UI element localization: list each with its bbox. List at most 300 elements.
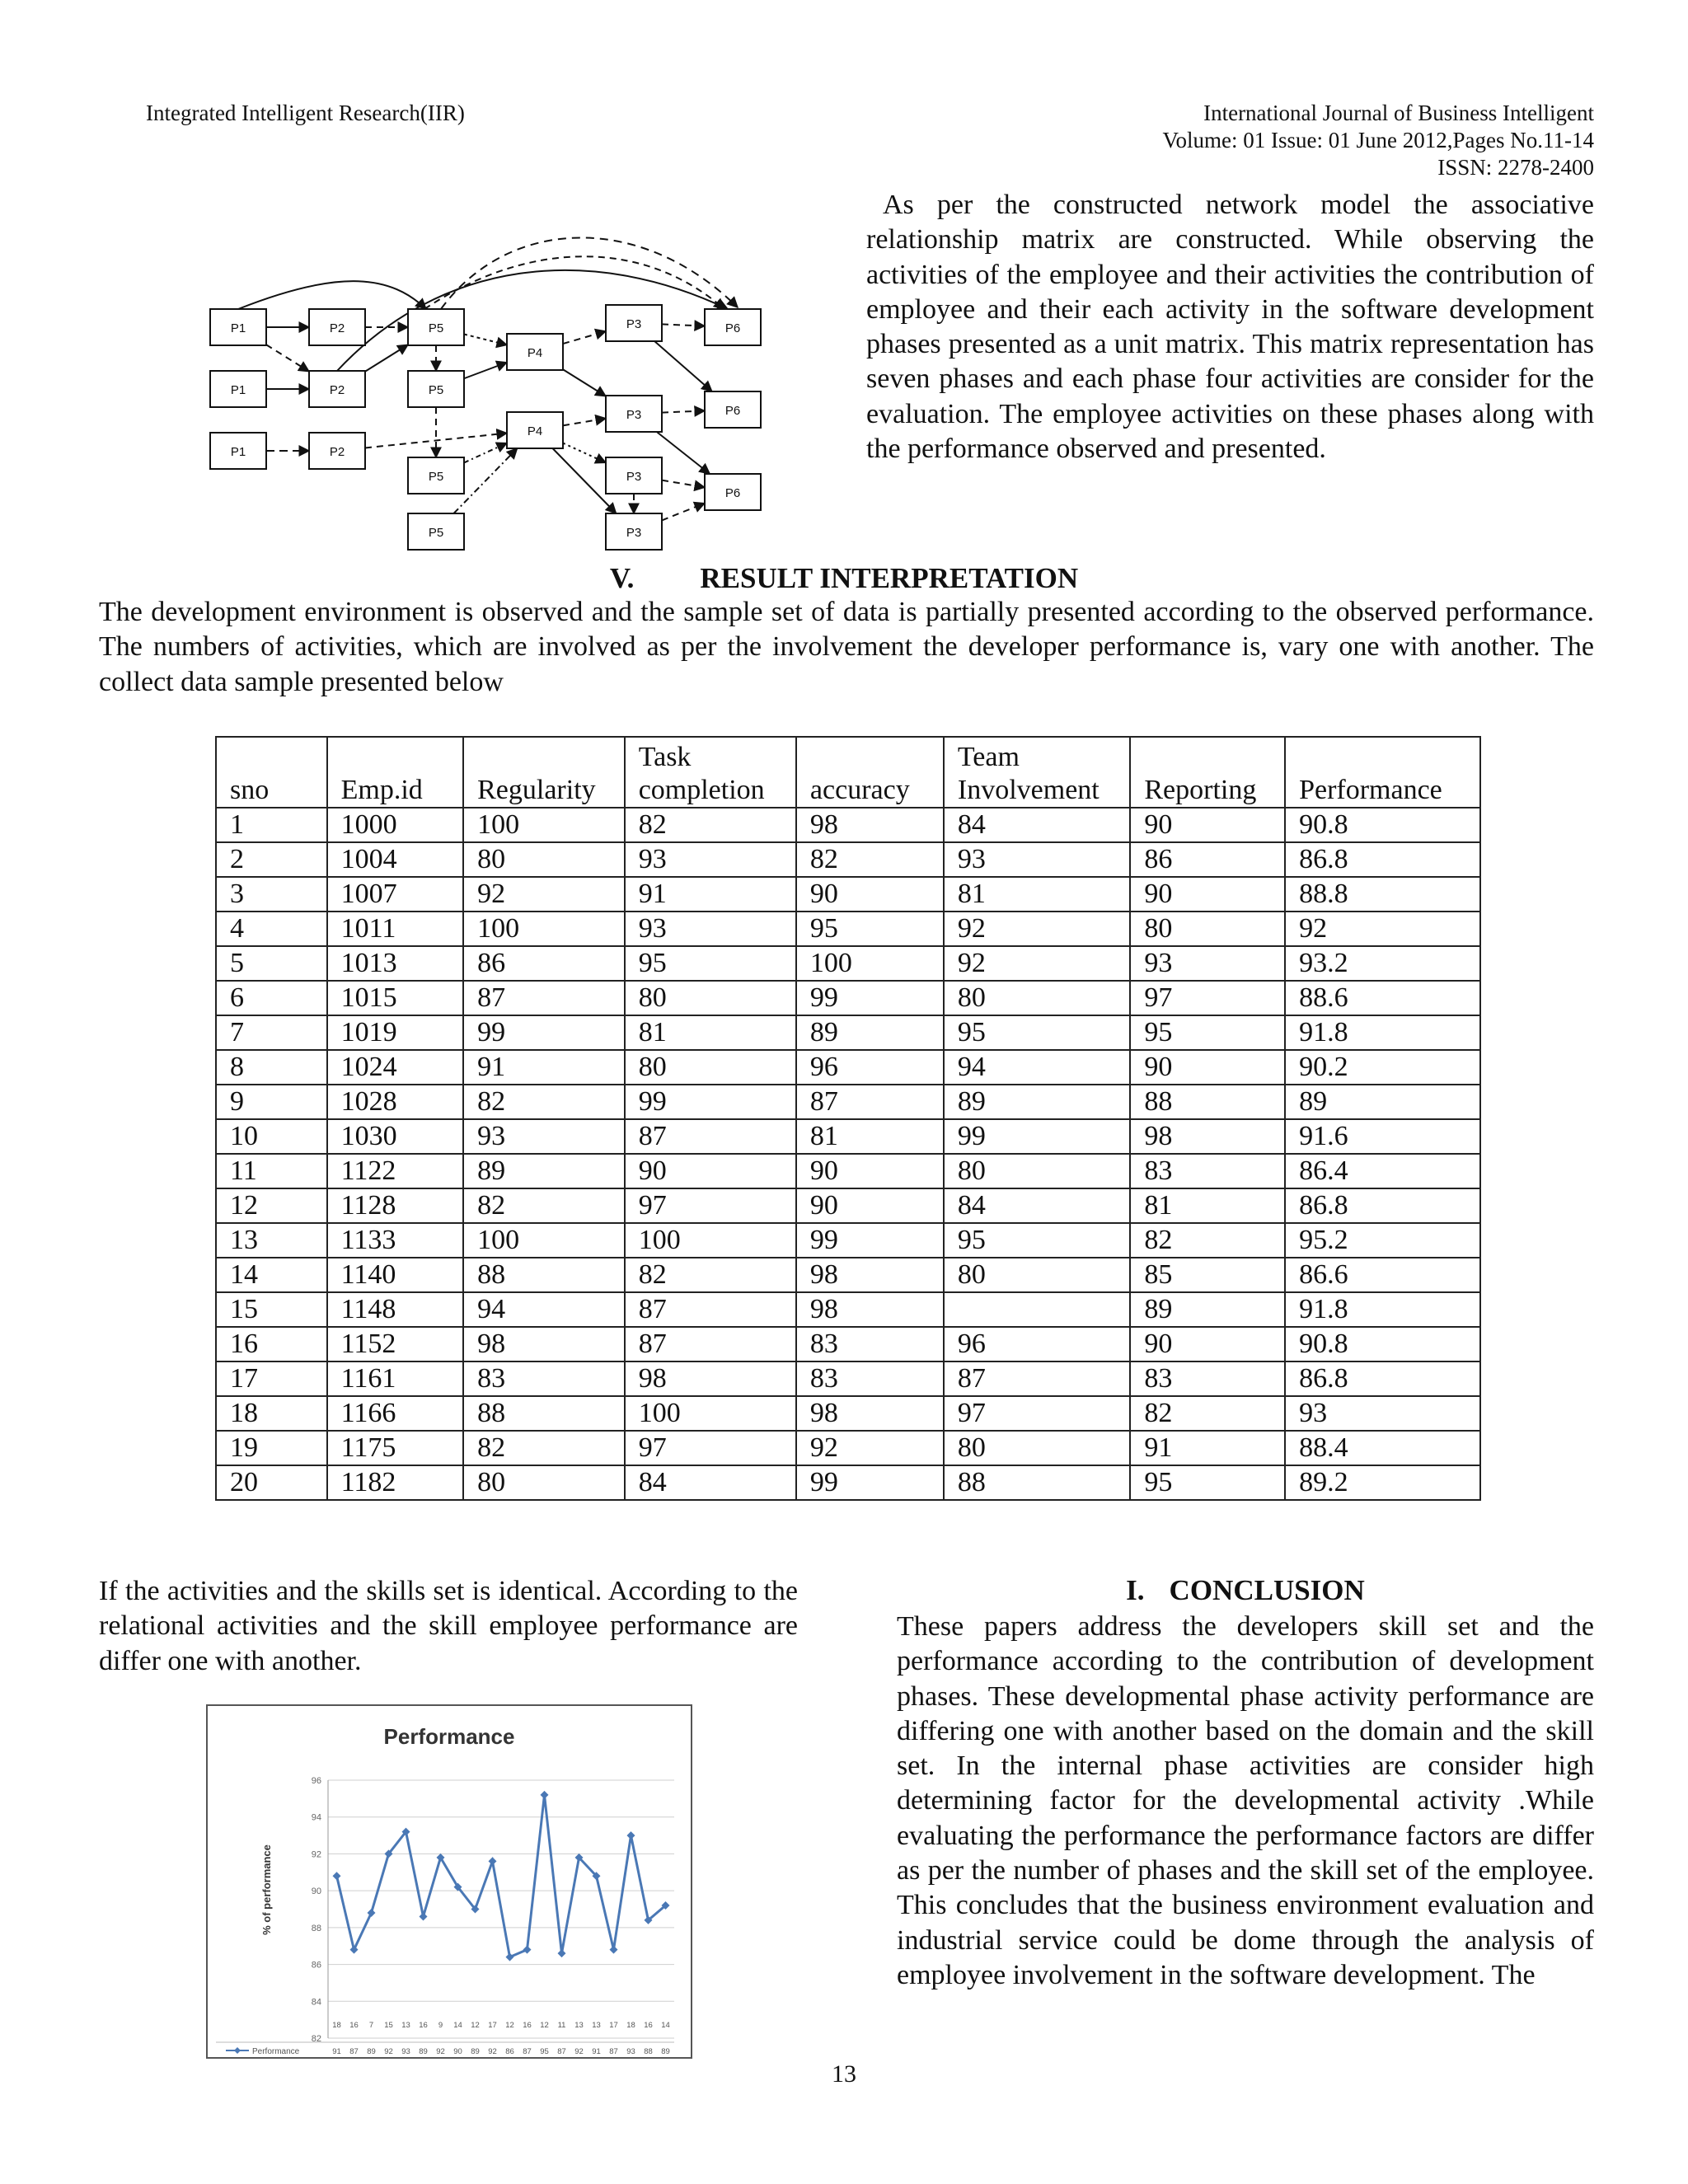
data-table-value: 92 (488, 2047, 497, 2056)
column-header-line (1299, 741, 1479, 774)
chart-xtick-label: 9 (438, 2021, 443, 2030)
network-diagram-svg (177, 210, 771, 560)
result-paragraph: The development environment is observed and the sample set of data is partially presented according to the observed performance. The numbers of activities, which are involved as per the involvement the developer performance is, vary one with another. The collect data sample presented below (99, 597, 1594, 697)
chart-xtick-label: 16 (523, 2021, 532, 2030)
column-header (796, 737, 944, 808)
table-cell: 90.8 (1285, 808, 1480, 842)
table-row (216, 877, 1480, 912)
table-cell: 96 (944, 1327, 1130, 1361)
node-label: P4 (527, 424, 543, 438)
table-cell: 98 (625, 1361, 796, 1396)
table-cell: 89 (796, 1015, 944, 1050)
table-cell: 96 (796, 1050, 944, 1085)
table-row (216, 1361, 1480, 1396)
diagram-node (705, 391, 761, 428)
diagram-node (210, 433, 266, 469)
table-cell: 1175 (327, 1431, 464, 1465)
table-cell: 1004 (327, 842, 464, 877)
column-header-line: Team (957, 742, 1020, 772)
table-cell: 88 (463, 1396, 625, 1431)
table-cell: 95 (796, 912, 944, 946)
diagram-node (309, 433, 365, 469)
table-cell: 99 (944, 1119, 1130, 1154)
section-number: I. (1126, 1574, 1145, 1606)
data-table-value: 90 (453, 2047, 462, 2056)
page-number: 13 (832, 2060, 856, 2088)
node-label: P1 (230, 445, 246, 459)
data-table-value: 87 (609, 2047, 618, 2056)
table-row (216, 1431, 1480, 1465)
node-label: P5 (428, 526, 444, 540)
journal-series-name: Integrated Intelligent Research(IIR) (146, 101, 465, 125)
table-cell: 88 (944, 1465, 1130, 1500)
diagram-node (606, 305, 662, 341)
table-cell: 81 (625, 1015, 796, 1050)
table-cell: 100 (463, 912, 625, 946)
table-cell: 88.8 (1285, 877, 1480, 912)
table-cell: 80 (463, 842, 625, 877)
table-cell: 1028 (327, 1085, 464, 1119)
table-cell: 1182 (327, 1465, 464, 1500)
column-header (327, 737, 464, 808)
table-cell: 93 (463, 1119, 625, 1154)
chart-xtick-label: 12 (540, 2021, 549, 2030)
diagram-node (705, 474, 761, 510)
journal-info (1163, 100, 1594, 181)
table-cell: 91 (463, 1050, 625, 1085)
chart-xtick-label: 14 (453, 2021, 462, 2030)
diagram-node (408, 457, 464, 494)
table-cell: 87 (625, 1327, 796, 1361)
chart-xtick-label: 12 (471, 2021, 480, 2030)
table-cell: 97 (625, 1431, 796, 1465)
table-row (216, 912, 1480, 946)
section-title: RESULT INTERPRETATION (700, 562, 1079, 594)
diagram-node (705, 309, 761, 345)
journal-volume: Volume: 01 Issue: 01 June 2012,Pages No.11-14 (1162, 128, 1594, 152)
table-cell: 1128 (327, 1188, 464, 1223)
column-header (1285, 737, 1480, 808)
node-label: P6 (724, 321, 741, 335)
node-label: P3 (626, 408, 642, 422)
table-cell: 82 (625, 808, 796, 842)
table-cell: 93.2 (1285, 946, 1480, 981)
table-cell: 82 (1130, 1223, 1285, 1258)
table-cell: 87 (625, 1119, 796, 1154)
data-table-value: 87 (557, 2047, 566, 2056)
table-cell: 98 (796, 1396, 944, 1431)
diagram-node (507, 334, 563, 370)
column-header-line: completion (638, 775, 765, 805)
diagram-edge (662, 324, 705, 326)
diagram-edge (657, 432, 710, 474)
diagram-node (408, 371, 464, 407)
chart-xtick-label: 13 (592, 2021, 601, 2030)
column-header (463, 737, 625, 808)
table-cell: 98 (1130, 1119, 1285, 1154)
table-cell: 1007 (327, 877, 464, 912)
node-label: P5 (428, 470, 444, 484)
column-header-line: Reporting (1144, 775, 1257, 805)
chart-ytick-label: 90 (311, 1886, 321, 1897)
table-row (216, 1188, 1480, 1223)
table-cell: 91.8 (1285, 1292, 1480, 1327)
table-cell: 93 (944, 842, 1130, 877)
chart-ytick-label: 94 (311, 1812, 321, 1823)
column-header-line: accuracy (809, 775, 910, 805)
employee-performance-table (215, 736, 1481, 1501)
table-cell: 82 (796, 842, 944, 877)
column-header-line: Regularity (477, 775, 596, 805)
table-cell: 99 (796, 981, 944, 1015)
table-cell: 83 (1130, 1361, 1285, 1396)
table-cell: 89 (1130, 1292, 1285, 1327)
table-cell: 100 (625, 1396, 796, 1431)
chart-xtick-label: 16 (644, 2021, 653, 2030)
chart-ytick-label: 96 (311, 1776, 321, 1786)
table-cell: 13 (216, 1223, 327, 1258)
diagram-edge (441, 237, 738, 309)
table-cell: 99 (625, 1085, 796, 1119)
diagram-node (606, 396, 662, 432)
table-cell: 1 (216, 808, 327, 842)
chart-title: Performance (383, 1724, 515, 1749)
data-table-value: 89 (661, 2047, 670, 2056)
diagram-edge (662, 504, 705, 521)
node-label: P1 (230, 321, 246, 335)
table-cell: 93 (625, 842, 796, 877)
table-cell: 89 (944, 1085, 1130, 1119)
table-cell: 87 (625, 1292, 796, 1327)
table-row (216, 808, 1480, 842)
table-cell: 100 (463, 808, 625, 842)
data-table-value: 95 (540, 2047, 549, 2056)
table-cell: 95 (1130, 1465, 1285, 1500)
chart-xtick-label: 18 (626, 2021, 635, 2030)
table-cell: 97 (944, 1396, 1130, 1431)
table-cell (944, 1292, 1130, 1327)
table-cell: 2 (216, 842, 327, 877)
table-cell: 14 (216, 1258, 327, 1292)
chart-ylabel: % of performance (260, 1844, 273, 1935)
table-cell: 94 (463, 1292, 625, 1327)
node-label: P1 (230, 383, 246, 397)
diagram-edge (563, 369, 606, 396)
table-cell: 88 (1130, 1085, 1285, 1119)
table-cell: 95.2 (1285, 1223, 1480, 1258)
diagram-edge (464, 443, 507, 463)
node-label: P3 (626, 317, 642, 331)
table-cell: 20 (216, 1465, 327, 1500)
section-title: CONCLUSION (1169, 1574, 1365, 1606)
table-cell: 92 (944, 912, 1130, 946)
node-label: P3 (626, 526, 642, 540)
table-cell: 91 (1130, 1431, 1285, 1465)
journal-title: International Journal of Business Intelligent (1203, 101, 1594, 125)
node-label: P2 (329, 383, 345, 397)
table-cell: 90 (1130, 1050, 1285, 1085)
chart-ytick-label: 88 (311, 1923, 321, 1933)
table-cell: 80 (463, 1465, 625, 1500)
diagram-edge (563, 443, 606, 463)
table-cell: 1030 (327, 1119, 464, 1154)
table-cell: 82 (463, 1431, 625, 1465)
table-cell: 86 (463, 946, 625, 981)
table-cell: 100 (625, 1223, 796, 1258)
table-cell: 86.4 (1285, 1154, 1480, 1188)
diagram-node (507, 412, 563, 448)
table-row (216, 1154, 1480, 1188)
table-row (216, 1223, 1480, 1258)
diagram-edge (238, 281, 426, 309)
table-cell: 1140 (327, 1258, 464, 1292)
diagram-edge (563, 331, 606, 344)
network-model-diagram (177, 210, 771, 560)
table-cell: 100 (463, 1223, 625, 1258)
table-cell: 95 (625, 946, 796, 981)
column-header-line: sno (230, 775, 270, 805)
table-cell: 84 (944, 808, 1130, 842)
data-table-value: 92 (384, 2047, 393, 2056)
table-row (216, 1015, 1480, 1050)
table-cell: 15 (216, 1292, 327, 1327)
diagram-edge (662, 410, 705, 412)
table-cell: 1015 (327, 981, 464, 1015)
data-table-value: 91 (332, 2047, 341, 2056)
chart-ytick-label: 86 (311, 1960, 321, 1971)
diagram-node (309, 309, 365, 345)
table-cell: 98 (796, 1258, 944, 1292)
column-header-line (1144, 741, 1284, 774)
table-cell: 92 (944, 946, 1130, 981)
diagram-node (408, 309, 464, 345)
table-cell: 100 (796, 946, 944, 981)
table-cell: 88.6 (1285, 981, 1480, 1015)
table-row (216, 1119, 1480, 1154)
table-row (216, 946, 1480, 981)
table-cell: 6 (216, 981, 327, 1015)
table-cell: 1013 (327, 946, 464, 981)
table-cell: 1024 (327, 1050, 464, 1085)
table-cell: 90 (796, 1188, 944, 1223)
diagram-edge (464, 363, 507, 379)
diagram-node (210, 371, 266, 407)
table-cell: 84 (625, 1465, 796, 1500)
chart-xtick-label: 16 (419, 2021, 428, 2030)
table-cell: 90.8 (1285, 1327, 1480, 1361)
table-cell: 99 (796, 1465, 944, 1500)
column-header-line (230, 741, 326, 774)
chart-xtick-label: 17 (488, 2021, 497, 2030)
table-cell: 83 (796, 1327, 944, 1361)
table-cell: 85 (1130, 1258, 1285, 1292)
table-cell: 91.8 (1285, 1015, 1480, 1050)
table-cell: 80 (944, 981, 1130, 1015)
data-table-value: 93 (401, 2047, 410, 2056)
table-cell: 90 (796, 877, 944, 912)
diagram-node (210, 309, 266, 345)
intro-paragraph (866, 188, 1594, 466)
chart-xtick-label: 14 (661, 2021, 670, 2030)
journal-issn: ISSN: 2278-2400 (1437, 155, 1594, 180)
chart-xtick-label: 17 (609, 2021, 618, 2030)
skills-paragraph: If the activities and the skills set is identical. According to the relational activities and the skill employee performance are differ one with another. (99, 1576, 798, 1676)
chart-xtick-label: 18 (332, 2021, 341, 2030)
table-cell: 99 (463, 1015, 625, 1050)
table-row (216, 1396, 1480, 1431)
table-cell: 90 (1130, 808, 1285, 842)
chart-xtick-label: 13 (401, 2021, 410, 2030)
diagram-edge (365, 344, 408, 372)
table-cell: 99 (796, 1223, 944, 1258)
table-cell: 88.4 (1285, 1431, 1480, 1465)
table-cell: 12 (216, 1188, 327, 1223)
data-table-value: 89 (419, 2047, 428, 2056)
performance-chart (206, 1704, 692, 2059)
table-cell: 83 (1130, 1154, 1285, 1188)
table-cell: 83 (463, 1361, 625, 1396)
chart-ytick-label: 82 (311, 2034, 321, 2044)
table-cell: 1019 (327, 1015, 464, 1050)
table-cell: 90 (1130, 877, 1285, 912)
table-cell: 92 (1285, 912, 1480, 946)
performance-chart-svg (206, 1704, 692, 2059)
table-cell: 97 (625, 1188, 796, 1223)
table-cell: 18 (216, 1396, 327, 1431)
chart-xtick-label: 7 (368, 2021, 374, 2030)
chart-xtick-label: 15 (384, 2021, 393, 2030)
table-cell: 90.2 (1285, 1050, 1480, 1085)
table-cell: 81 (1130, 1188, 1285, 1223)
table-cell: 87 (944, 1361, 1130, 1396)
table-cell: 80 (944, 1154, 1130, 1188)
chart-xtick-label: 13 (574, 2021, 584, 2030)
table-cell: 92 (796, 1431, 944, 1465)
diagram-edge (464, 335, 507, 345)
column-header-line: Involvement (957, 775, 1100, 805)
table-cell: 1166 (327, 1396, 464, 1431)
table-cell: 80 (625, 1050, 796, 1085)
column-header (216, 737, 327, 808)
table-cell: 86.8 (1285, 842, 1480, 877)
table-cell: 17 (216, 1361, 327, 1396)
table-cell: 93 (625, 912, 796, 946)
column-header (625, 737, 796, 808)
data-table-value: 92 (574, 2047, 584, 2056)
data-table-value: 89 (471, 2047, 480, 2056)
table-row (216, 1292, 1480, 1327)
table-cell: 88 (463, 1258, 625, 1292)
data-table-value: 93 (626, 2047, 635, 2056)
table-cell: 83 (796, 1361, 944, 1396)
node-label: P5 (428, 321, 444, 335)
table-cell: 80 (944, 1431, 1130, 1465)
table-cell: 86 (1130, 842, 1285, 877)
table-cell: 1122 (327, 1154, 464, 1188)
node-label: P6 (724, 486, 741, 500)
chart-xtick-label: 11 (557, 2021, 566, 2030)
column-header-line: Performance (1299, 775, 1442, 805)
chart-frame (207, 1705, 692, 2058)
column-header-line (810, 741, 943, 774)
table-cell: 98 (796, 1292, 944, 1327)
section-heading-result (0, 562, 1688, 595)
data-table-value: 88 (644, 2047, 653, 2056)
table-cell: 19 (216, 1431, 327, 1465)
table-cell: 1152 (327, 1327, 464, 1361)
intro-text: As per the constructed network model the associative relationship matrix are constructed. While observing the activities of the employee and their activities the contribution of employee and their each activity in the software development phases presented as a unit matrix. This matrix representation has seven phases and each phase four activities are consider for the evaluation. The employee activities on these phases along with the performance observed and presented. (866, 190, 1594, 465)
table-cell: 16 (216, 1327, 327, 1361)
table-cell: 89.2 (1285, 1465, 1480, 1500)
table-cell: 81 (796, 1119, 944, 1154)
table-cell: 82 (463, 1085, 625, 1119)
table-cell: 89 (463, 1154, 625, 1188)
data-table-value: 92 (436, 2047, 445, 2056)
table-row (216, 981, 1480, 1015)
table-cell: 89 (1285, 1085, 1480, 1119)
table-cell: 1148 (327, 1292, 464, 1327)
table-cell: 93 (1130, 946, 1285, 981)
table-cell: 9 (216, 1085, 327, 1119)
column-header-line (341, 741, 463, 774)
column-header (944, 737, 1130, 808)
data-table-value: 89 (367, 2047, 376, 2056)
diagram-node (408, 513, 464, 550)
table-cell: 91.6 (1285, 1119, 1480, 1154)
table-cell: 92 (463, 877, 625, 912)
table-cell: 3 (216, 877, 327, 912)
table-cell: 87 (796, 1085, 944, 1119)
table-cell: 1161 (327, 1361, 464, 1396)
node-label: P5 (428, 383, 444, 397)
table-cell: 81 (944, 877, 1130, 912)
diagram-edge (662, 480, 705, 488)
table-cell: 98 (463, 1327, 625, 1361)
table-cell: 98 (796, 808, 944, 842)
table-cell: 86.6 (1285, 1258, 1480, 1292)
table-cell: 82 (463, 1188, 625, 1223)
table-cell: 93 (1285, 1396, 1480, 1431)
table-cell: 94 (944, 1050, 1130, 1085)
table-cell: 90 (796, 1154, 944, 1188)
table-cell: 95 (944, 1015, 1130, 1050)
chart-xtick-label: 16 (349, 2021, 359, 2030)
node-label: P4 (527, 346, 543, 360)
table-row (216, 1258, 1480, 1292)
table-cell: 91 (625, 877, 796, 912)
column-header (1130, 737, 1285, 808)
table-cell: 7 (216, 1015, 327, 1050)
table-cell: 82 (1130, 1396, 1285, 1431)
table-row (216, 1050, 1480, 1085)
table-cell: 4 (216, 912, 327, 946)
node-label: P2 (329, 321, 345, 335)
table-cell: 86.8 (1285, 1188, 1480, 1223)
data-table-value: 87 (349, 2047, 359, 2056)
section-number: V. (609, 562, 635, 594)
table-cell: 1011 (327, 912, 464, 946)
table-cell: 95 (944, 1223, 1130, 1258)
table-row (216, 1465, 1480, 1500)
conclusion-paragraph: These papers address the developers skill set and the performance according to the contribution of development phases. These developmental phase activity performance are differing one with another based on the domain and the skill set. In the internal phase activities are consider high determining factor for the developmental activity .While evaluating the performance the performance factors are differ as per the number of phases and the skill set of the employee. This concludes that the business environment evaluation and industrial service could be dome through the analysis of employee involvement in the software development. The (897, 1611, 1594, 1990)
table-cell: 84 (944, 1188, 1130, 1223)
table-row (216, 1327, 1480, 1361)
data-table-value: 87 (523, 2047, 532, 2056)
node-label: P3 (626, 470, 642, 484)
diagram-node (606, 457, 662, 494)
table-cell: 10 (216, 1119, 327, 1154)
table-header-row (216, 737, 1480, 808)
